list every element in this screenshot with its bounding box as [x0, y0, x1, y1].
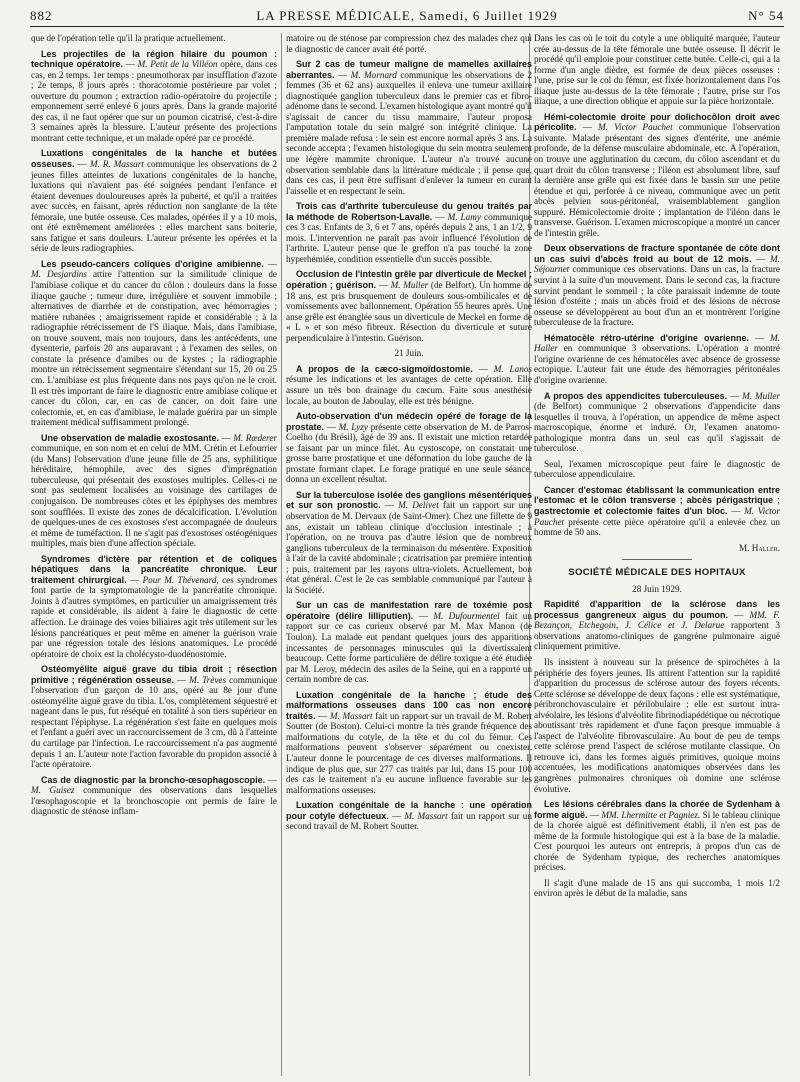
article: Les pseudo-cancers coliques d'origine amibienne. — M. Desjardins attire l'attention sur la similitude clinique de l'amibiase colique et du cancer du côlon : douleurs dans la fosse iliaque gauche ; tumeur dure, irrégulière et souvent immobile ; alternatives de diarrhée et de constipation, avec hémorragies ; matière rubanées ; amaigrissement rapide et considérable ; à la radiographie rétrécissement de l'S iliaque. Mais, dans l'amibiase, on trouve souvent, mais non toujours, dans les antécédents, une dysenterie, parfois 20 ans auparavant ; à l'examen des selles, on constate la présence d'amibes ou de kystes ; la radiographie montre un rétrécissement segmentaire s'étendant sur 15, 20 ou 25 cm. L'amibiase est plus fréquente dans nos pays qu'on ne le croit. Il est très important de faire le diagnostic entre amibiase colique et cancer du côlon, car, en cas de cancer, on doit faire une colectomie, et, en cas d'amibiase, le malade guérira par un simple traitement médical suffisamment prolongé. — [31, 258, 277, 428]
paragraph: matoire ou de sténose par compression chez des malades chez qui le diagnostic de cancer avait été porté. — [286, 33, 532, 54]
article-text: communique, en son nom et en celui de MM. Crétin et Lefourrier (du Mans) l'observation d'une jeune fille de 25 ans, syphilitique héréditaire, hémophile, avec des signes d'imprégnation tuberculeuse, qui présentait des exostoses multiples. Celles-ci ne sont pas seulement localisées au voisinage des cartilages de conjugaison. De nombreuses côtes et les épiphyses des membres sont soufflées. Il existe des zones de décalcification. L'évolution de quelques-unes de ces exostoses s'est accompagnée de douleurs et même de tuméfaction. Il ne s'agit pas d'exostoses ostéogéniques multiples, mais bien d'une affection spéciale. — [31, 443, 277, 549]
article-text: fait un rapport sur une observation de M. Dervaux (de Saint-Omer). Chez une fillette de 9 ans, existait un tableau clinique d'occlusion intestinale ; à l'opération, on ne trouva pas d'autre lésion que de nombreux ganglions tuberculeux de la terminaison du mésentère. Exposition à l'air de la cavité abdominale ; cicatrisation par première intention ; puis, traitement par les rayons ultra-violets. Actuellement, bon état général. C'est le 2e cas semblable communiqué par l'auteur à la Société. — [286, 500, 532, 595]
article-heading: Auto-observation d'un médecin opéré de forage de la prostate. — [286, 411, 532, 432]
article: Trois cas d'arthrite tuberculeuse du genou traités par la méthode de Robertson-Lavalle. — M. Lamy communique ces 3 cas. Enfants de 3, 6 et 7 ans, opérés depuis 2 ans, 1 an 1/2, 9 mois. L'intervention ne paraît pas avoir influencé l'évolution de l'arthrite. L'auteur pense que le greffon n'a pas touché la zone hyperhémiée, condition essentielle d'un succès possible. — [286, 201, 532, 264]
article-author: M. Muller — [742, 390, 780, 401]
article-author: M. Haller — [534, 332, 780, 354]
section-date: 28 Juin 1929. — [632, 583, 682, 594]
article-text: (de Belfort) communique 2 observations d'appendicite dans lesquelles il trouva, à l'opération, un appendice de même aspect macroscopique, énorme et induré. Or, l'examen anatomo-pathologique montra dans un seul cas qu'il s'agissait de tuberculose. — [534, 401, 780, 454]
article: Sur un cas de manifestation rare de toxémie post opératoire (délire lilliputien). — M. Dufourmentel fait un rapport sur ce cas curieux observé par M. Max Manon (de Toulon). La malade eut pendant quelques jours des apparitions incessantes de personnages minuscules qui la divertissaient beaucoup. Cette forme particulière de délire toxique a été étudiée par M. Leroy, médecin des asiles de la Seine, qui en a rapporté un certain nombre de cas. — [286, 600, 532, 685]
article: Syndromes d'ictère par rétention et de coliques hépatiques dans la pancréatite chronique. Leur traitement chirurgical. — Pour M. Thévenard, ces syndromes font partie de la symptomatologie de la pancréatite chronique. Joints à d'autres symptômes, en particulier un amaigrissement très rapide et considérable, ils aident à faire le diagnostic de cette affection. Le drainage des voies biliaires agit très utilement sur les lésions pancréatiques et peut même en amener la guérison vraie par une régression totale des lésions anatomiques. Le procédé opératoire de choix est la cholécysto-duodénostomie. — [31, 553, 277, 659]
article-author: M. R. Massart — [89, 159, 144, 170]
article-author: M. Lyzy — [338, 421, 368, 432]
article: Cas de diagnostic par la broncho-œsophagoscopie. — M. Guisez communique des observations dans lesquelles l'œsophagoscopie et la bronchoscopie ont permis de faire le diagnostic de sténose inflam- — [31, 774, 277, 817]
article-text: fait un rapport sur ce cas curieux observé par M. Max Manon (de Toulon). La malade eut pendant quelques jours des apparitions incessantes de personnages minuscules qui la divertissaient beaucoup. Cette forme particulière de délire toxique a été étudiée par M. Leroy, médecin des asiles de la Seine, qui en a rapporté un certain nombre de cas. — [286, 610, 532, 685]
article-text: Si le tableau clinique de la chorée aiguë est définitivement établi, il n'en est pas de même de la formule histologique qui est à la base de la maladie. C'est pourquoi les auteurs ont entrepris, à propos d'un cas de chorée de Sydenham typique, des recherches anatomiques précises. — [534, 809, 780, 873]
article-heading: Les projectiles de la région hilaire du poumon : technique opératoire. — [31, 48, 277, 70]
session-date: 21 Juin. — [394, 348, 424, 359]
article-author: M. Guisez — [31, 785, 75, 796]
article-heading: Cancer d'estomac établissant la communication entre l'estomac et le côlon transverse ; abcès périgastrique ; gastrectomie et colectomie faites d'un bloc. — [534, 484, 780, 516]
article-text: communique ces observations. Dans un cas, la fracture survint à la suite d'un mouvement. Dans le second cas, la fracture survint pendant le sommeil ; la côte paraissait indemne de toute lésion d'ostéite ; mais un abcès froid et des lésions de nécrose osseuse se développèrent au bout d'un an et montrèrent l'origine tuberculeuse de la fracture. — [534, 264, 780, 328]
article-heading: Les lésions cérébrales dans la chorée de Sydenham à forme aiguë. — [534, 799, 780, 820]
article-text: communique l'observation d'un garçon de 10 ans, opéré au 8e jour d'une ostéomyélite aiguë grave du tibia. L'os, complètement séquestré et nageant dans le pus, fut réséqué en totalité à son tiers supérieur en respectant l'épiphyse. La régénération s'est faite en quelques mois et l'enfant a guéri avec un raccourcissement de 3 cm, dû à l'atteinte du cartilage par l'infection. Le raccourcissement n'a pas augmenté depuis 1 an. L'auteur note l'action favorable du propidon associé à l'acte opératoire. — [31, 674, 277, 770]
column-1 — [31, 33, 277, 1078]
article-heading: Hémi-colectomie droite pour dolichocôlon droit avec péricolite. — [534, 111, 780, 133]
article: Luxation congénitale de la hanche : une opération pour cotyle défectueux. — M. Massart fait un rapport sur un second travail de M. Robert Soutter. — [286, 800, 532, 832]
article-author: MM. F. Bezançon, Etchegoin, J. Célice et J. Delarue — [534, 609, 780, 631]
article-author: M. Massart — [404, 810, 448, 821]
article-heading: Luxation congénitale de la hanche ; étude des malformations osseuses dans 100 cas non encore traités. — [286, 689, 532, 721]
article: Luxations congénitales de la hanche et butées osseuses. — M. R. Massart communique les observations de 2 jeunes filles atteintes de luxations congénitales de la hanche, luxations qui n'avaient pas été soignées pendant l'enfance et étaient devenues douloureuses après la puberté, et qu'il a traitées avec succès, en faisant, après réduction non sanglante de la tête fémorale, une butée osseuse. Ces malades, opérées il y a 10 mois, ont été extrêmement améliorées : elles marchent sans boiterie, sans fatigue et sans douleurs. L'auteur présente les opérées et la série de leurs radiographies. — [31, 148, 277, 254]
article-text: (de Belfort). Un homme de 18 ans, est pris brusquement de douleurs sous-ombilicales et de vomissements avec ballonnement. Opération 55 heures après. Une anse grêle est étranglée sous un diverticule de Meckel en forme de « L » et son méso fibreux. Résection du diverticule et suture perpendiculaire à l'intestin. Guérison. — [286, 280, 532, 343]
article-text: communique ces 3 cas. Enfants de 3, 6 et 7 ans, opérés depuis 2 ans, 1 an 1/2, 9 mois. L'intervention ne paraît pas avoir influencé l'évolution de l'arthrite. L'auteur pense que le greffon n'a pas touché la zone hyperhémiée, condition essentielle d'un succès possible. — [286, 211, 532, 264]
column-separator — [281, 33, 282, 1076]
article-heading: A propos de la cæco-sigmoïdostomie. — [296, 363, 473, 374]
journal-title: LA PRESSE MÉDICALE, Samedi, 6 Juillet 1929 — [256, 8, 558, 23]
article-heading: Hématocèle rétro-utérine d'origine ovarienne. — [544, 332, 750, 343]
article-heading: Une observation de maladie exostosante. — [41, 432, 219, 443]
page-number: 882 — [30, 8, 53, 23]
article-author: M. Victor Pauchet — [598, 122, 673, 133]
article-text: communique les observations de 2 jeunes filles atteintes de luxations congénitales de la hanche, luxations qui n'avaient pas été soignées pendant l'enfance et étaient devenues douloureuses après la puberté, et qu'il a traitées avec succès, en faisant, après réduction non sanglante de la tête fémorale, une butée osseuse. Ces malades, opérées il y a 10 mois, ont été extrêmement améliorées : elles marchent sans boiterie, sans fatigue et sans douleurs. L'auteur présente les opérées et la série de leurs radiographies. — [31, 159, 277, 254]
article: A propos de la cæco-sigmoïdostomie. — M. Lanos résume les indications et les avantages de cette opération. Elle assure un très bon drainage du cæcum. Faite sous anesthésie locale, au bouton de Jaboulay, elle est très bénigne. — [286, 363, 532, 406]
article-author: M. Delivet — [398, 500, 439, 511]
article: Une observation de maladie exostosante. — M. Rœderer communique, en son nom et en celui de MM. Crétin et Lefourrier (du Mans) l'observation d'une jeune fille de 25 ans, syphilitique héréditaire, hémophile, avec des signes d'imprégnation tuberculeuse, qui présentait des exostoses multiples. Celles-ci ne sont pas seulement localisées au voisinage des cartilages de conjugaison. De nombreuses côtes et les épiphyses des membres sont soufflées. Il existe des zones de décalcification. L'évolution de quelques-unes de ces exostoses s'est accompagnée de douleurs et même de tuméfaction. Il ne s'agit pas d'exostoses ostéogéniques multiples, mais bien d'une affection spéciale. — [31, 432, 277, 549]
article-heading: Occlusion de l'intestin grêle par diverticule de Meckel ; opération ; guérison. — [286, 269, 532, 291]
article-heading: Deux observations de fracture spontanée de côte dont un cas suivi d'abcès froid au bout de 12 mois. — [534, 243, 780, 264]
article-author: M. Massart — [329, 710, 373, 721]
article-text: rapportent 3 observations anatomo-cliniques de gangrène pulmonaire aiguë cliniquement primitive. — [534, 620, 780, 652]
article: Auto-observation d'un médecin opéré de forage de la prostate. — M. Lyzy présente cette observation de M. de Parros-Coelho (du Brésil), âgé de 39 ans. Il existait une miction retardée se faisant par un mince filet. Au cystoscope, on constatait une grosse barre prostatique et une déformation du lobe gauche de la prostate formant clapet. Le forage pratiqué en une seule séance, donna un excellent résultat. — [286, 411, 532, 485]
article: A propos des appendicites tuberculeuses. — M. Muller (de Belfort) communique 2 observations d'appendicite dans lesquelles il trouva, à l'opération, un appendice de même aspect macroscopique, énorme et induré. Or, l'examen anatomo-pathologique montra dans un seul cas qu'il s'agissait de tuberculose. — [534, 390, 780, 454]
article-author: MM. Lhermitte et Pagniez. — [601, 809, 701, 820]
article-author: M. Séjournet — [534, 253, 780, 275]
article-heading: Sur 2 cas de tumeur maligne de mamelles axillaires aberrantes. — [286, 59, 532, 80]
article-heading: Syndromes d'ictère par rétention et de coliques hépatiques dans la pancréatite chronique. Leur traitement chirurgical. — [31, 553, 277, 585]
article-text: communique les observations de 2 femmes (36 et 62 ans) auxquelles il enleva une tumeur axillaire diagnostiquée ganglion tuberculeux dans le premier cas et fibro-adénome dans le second. L'examen histologique ayant montré qu'il s'agissait de cancer du tissu mammaire, l'auteur proposa l'amputation totale du sein malgré son intégrité clinique. La première malade refusa : le sein est encore normal après 3 ans. La seconde accepta ; l'examen histologique du sein montra seulement une légère mammite chronique. L'auteur n'a trouvé aucune observation semblable dans la littérature médicale ; il pense que, dans ces cas, il peut être suffisant d'enlever la tumeur en curant l'aisselle et en respectant le sein. — [286, 69, 532, 196]
article-author: Pour M. Thévenard — [142, 574, 217, 585]
article: Hématocèle rétro-utérine d'origine ovarienne. — M. Haller en communique 3 observations. L'opération a montré l'origine ovarienne de ces hématocèles avec absence de grossesse ectopique. L'auteur fait une étude des hémorragies péritonéales d'origine ovarienne. — [534, 332, 780, 385]
paragraph: Il s'agit d'une malade de 15 ans qui succomba, 1 mois 1/2 environ après le début de la maladie, sans — [534, 877, 780, 899]
article-author: M. Petit de la Villéon — [137, 59, 218, 70]
article: Deux observations de fracture spontanée de côte dont un cas suivi d'abcès froid au bout de 12 mois. — M. Séjournet communique ces observations. Dans un cas, la fracture survint à la suite d'un mouvement. Dans le second cas, la fracture survint pendant le sommeil ; la côte paraissait indemne de toute lésion d'ostéite ; mais un abcès froid et des lésions de nécrose osseuse se développèrent au bout d'un an et montrèrent l'origine tuberculeuse de la fracture. — [534, 243, 780, 328]
article: Ostéomyélite aiguë grave du tibia droit ; résection primitive ; régénération osseuse. — M. Trèves communique l'observation d'un garçon de 10 ans, opéré au 8e jour d'une ostéomyélite aiguë grave du tibia. L'os, complètement séquestré et nageant dans le pus, fut réséqué en totalité à son tiers supérieur en respectant l'épiphyse. La régénération s'est faite en quelques mois et l'enfant a guéri avec un raccourcissement de 3 cm, dû à l'atteinte du cartilage par l'infection. Le raccourcissement n'a pas augmenté depuis 1 an. L'auteur note l'action favorable du propidon associé à l'acte opératoire. — [31, 664, 277, 770]
article-author: M. Mornard — [350, 69, 397, 80]
section-title: SOCIÉTÉ MÉDICALE DES HOPITAUX — [568, 567, 746, 579]
article-text: communique des observations dans lesquelles l'œsophagoscopie et la bronchoscopie ont permis de faire le diagnostic de sténose inflam- — [31, 785, 277, 817]
article-heading: Trois cas d'arthrite tuberculeuse du genou traités par la méthode de Robertson-Lavalle. — [286, 201, 532, 222]
article: Hémi-colectomie droite pour dolichocôlon droit avec péricolite. — M. Victor Pauchet communique l'observation suivante. Malade présentant des signes d'entérite, une anémie profonde, de la défense musculaire abdominale, etc. A l'opération, on trouve une agglutination du cæcum, du côlon ascendant et du quart droit du côlon transverse ; l'iléon est absolument libre, sauf la dernière anse grêle qui est fixée dans le bassin sur une petite étendue et qui, perforée à ce niveau, communique avec un petit abcès pelvien sous-péritonéal, vraisemblablement ganglion suppuré. Hémicolectomie droite ; implantation de l'iléon dans le transverse. Guérison. L'examen microscopique a montré un cancer de l'intestin grêle. — [534, 111, 780, 238]
article-heading: Sur la tuberculose isolée des ganglions mésentériques et sur son pronostic. — [286, 489, 532, 511]
column-2 — [286, 33, 532, 1078]
paragraph: que de l'opération telle qu'il la pratique actuellement. — [31, 33, 226, 43]
page-header — [30, 6, 784, 26]
article-heading: Sur un cas de manifestation rare de toxémie post opératoire (délire lilliputien). — [286, 600, 532, 621]
article-author: M. Muller — [390, 280, 429, 291]
issue-number: N° 54 — [748, 8, 784, 23]
article-heading: Cas de diagnostic par la broncho-œsophagoscopie. — [41, 774, 266, 785]
article-heading: Rapidité d'apparition de la sclérose dans les processus gangreneux aigus du poumon. — [534, 599, 780, 620]
article-text: opère, dans ces cas, en 2 temps. 1er temps : pneumothorax par insufflation d'azote ; 2e temps, 8 jours après : thoracotomie postérieure par volet ; ouverture du poumon ; extraction radio-opératoire du projectile ; emponnement serré enlevé 6 jours après. Dans la grande majorité des cas, il ne faut opérer que sur un poumon cicatrisé, c'est-à-dire 3 semaines après la blessure. L'auteur présente des projections montrant cette technique, et un malade opéré par ce procédé. — [31, 59, 277, 143]
article-author: M. Victor Pauchet — [534, 505, 780, 527]
article: Occlusion de l'intestin grêle par diverticule de Meckel ; opération ; guérison. — M. Muller (de Belfort). Un homme de 18 ans, est pris brusquement de douleurs sous-ombilicales et de vomissements avec ballonnement. Opération 55 heures après. Une anse grêle est étranglée sous un diverticule de Meckel en forme de « L » et son méso fibreux. Résection du diverticule et suture perpendiculaire à l'intestin. Guérison. — [286, 269, 532, 343]
paragraph: Dans les cas où le toit du cotyle a une obliquité marquée, l'auteur crée au-dessus de la tête fémorale une butée osseuse. Il décrit le procédé qu'il emploie pour constituer cette butée. Celle-ci, qui a la forme d'un angle dièdre, est formée de deux pièces osseuses : l'une, prise sur le col du fémur, est fixée horizontalement dans l'os iliaque juste au-dessus de la tête fémorale ; l'autre, prise sur l'os iliaque, a une direction oblique et appuie sur la pièce horizontale. — [534, 33, 780, 107]
article-text: résume les indications et les avantages de cette opération. Elle assure un très bon drainage du cæcum. Faite sous anesthésie locale, au bouton de Jaboulay, elle est très bénigne. — [286, 374, 532, 406]
header-rule — [30, 26, 784, 27]
article-text: en communique 3 observations. L'opération a montré l'origine ovarienne de ces hématocèles avec absence de grossesse ectopique. L'auteur fait une étude des hémorragies péritonéales d'origine ovarienne. — [534, 343, 780, 385]
article-author: M. Lamy — [447, 211, 481, 222]
article-text: présente cette observation de M. de Parros-Coelho (du Brésil), âgé de 39 ans. Il existait une miction retardée se faisant par un mince filet. Au cystoscope, on constatait une grosse barre prostatique et une déformation du lobe gauche de la prostate formant clapet. Le forage pratiqué en une seule séance, donna un excellent résultat. — [286, 421, 532, 485]
paragraph: Ils insistent à nouveau sur la présence de spirochètes à la périphérie des foyers jeunes. Ils attirent l'attention sur la rapidité d'apparition du processus de sclérose autour des foyers récents. Cette sclérose se développe de deux façons : elle est systématique, péribronchovasculaire et périlobulaire ; elle est surtout intra-alvéolaire, les lésions d'alvéolite fibrinodiapédétique ou nécrotique aboutissant très rapidement et d'une façon presque immuable à l'aspect de l'alvéolite fibrovasculaire. Au bout de peu de temps cette sclérose prend l'aspect de sclérose mutilante classique. On retrouve ici, dans les formes aiguës primitives, quoique moins accentuées, les modifications anatomiques observées dans les gangrènes pulmonaires chroniques où domine une sclérose évolutive. — [534, 656, 780, 794]
article-heading: A propos des appendicites tuberculeuses. — [544, 390, 728, 401]
article: Cancer d'estomac établissant la communication entre l'estomac et le côlon transverse ; abcès périgastrique ; gastrectomie et colectomie faites d'un bloc. — M. Victor Pauchet présente cette pièce opératoire qu'il a enlevée chez un homme de 50 ans. — [534, 484, 780, 538]
article: Rapidité d'apparition de la sclérose dans les processus gangreneux aigus du poumon. — MM. F. Bezançon, Etchegoin, J. Célice et J. Delarue rapportent 3 observations anatomo-cliniques de gangrène pulmonaire aiguë cliniquement primitive. — [534, 599, 780, 652]
paragraph: Seul, l'examen microscopique peut faire le diagnostic de tuberculose appendiculaire. — [534, 458, 780, 480]
article-text: communique l'observation suivante. Malade présentant des signes d'entérite, une anémie profonde, de la défense musculaire abdominale, etc. A l'opération, on trouve une agglutination du cæcum, du côlon ascendant et du quart droit du côlon transverse ; l'iléon est absolument libre, sauf la dernière anse grêle qui est fixée dans le bassin sur une petite étendue et qui, perforée à ce niveau, communique avec un petit abcès pelvien sous-péritonéal, vraisemblablement ganglion suppuré. Hémicolectomie droite ; implantation de l'iléon dans le transverse. Guérison. L'examen microscopique a montré un cancer de l'intestin grêle. — [534, 122, 780, 238]
section-divider — [622, 559, 692, 560]
article: Les lésions cérébrales dans la chorée de Sydenham à forme aiguë. — MM. Lhermitte et Pagniez. Si le tableau clinique de la chorée aiguë est définitivement établi, il n'en est pas de même de la formule histologique qui est à la base de la maladie. C'est pourquoi les auteurs ont entrepris, à propos d'un cas de chorée de Sydenham typique, des recherches anatomiques précises. — [534, 799, 780, 873]
article-text: fait un rapport sur un second travail de M. Robert Soutter. — [286, 810, 532, 832]
article: Sur la tuberculose isolée des ganglions mésentériques et sur son pronostic. — M. Delivet fait un rapport sur une observation de M. Dervaux (de Saint-Omer). Chez une fillette de 9 ans, existait un tableau clinique d'occlusion intestinale ; à l'opération, on ne trouva pas d'autre lésion que de nombreux ganglions tuberculeux de la terminaison du mésentère. Exposition à l'air de la cavité abdominale ; cicatrisation par première intention ; puis, traitement par les rayons ultra-violets. Actuellement, bon état général. C'est le 2e cas semblable communiqué par l'auteur à la Société. — [286, 489, 532, 595]
article-text: attire l'attention sur la similitude clinique de l'amibiase colique et du cancer du côlon : douleurs dans la fosse iliaque gauche ; tumeur dure, irrégulière et souvent immobile ; alternatives de diarrhée et de constipation, avec hémorragies ; matière rubanées ; amaigrissement rapide et considérable ; à la radiographie rétrécissement de l'S iliaque. Mais, dans l'amibiase, on trouve souvent, mais non toujours, dans les antécédents, une dysenterie, parfois 20 ans auparavant ; à l'examen des selles, on constate la présence d'amibes ou de kystes ; la radiographie montre un rétrécissement segmentaire s'étendant sur 15, 20 ou 25 cm. L'amibiase est plus fréquente dans nos pays qu'on ne le croit. Il est très important de faire le diagnostic entre amibiase colique et cancer du côlon, car, en cas de cancer, on doit faire une colectomie, et, en cas d'amibiase, le malade guérira par un simple traitement médical suffisamment prolongé. — [31, 269, 277, 428]
article-author: M. Rœderer — [233, 432, 277, 443]
signature: M. Haller. — [738, 542, 780, 553]
column-3 — [534, 33, 780, 1078]
article: Sur 2 cas de tumeur maligne de mamelles axillaires aberrantes. — M. Mornard communique les observations de 2 femmes (36 et 62 ans) auxquelles il enleva une tumeur axillaire diagnostiquée ganglion tuberculeux dans le premier cas et fibro-adénome dans le second. L'examen histologique ayant montré qu'il s'agissait de cancer du tissu mammaire, l'auteur proposa l'amputation totale du sein malgré son intégrité clinique. La première malade refusa : le sein est encore normal après 3 ans. La seconde accepta ; l'examen histologique du sein montra seulement une légère mammite chronique. L'auteur n'a trouvé aucune observation semblable dans la littérature médicale ; il pense que, dans ces cas, il peut être suffisant d'enlever la tumeur en curant l'aisselle et en respectant le sein. — [286, 59, 532, 196]
article-heading: Luxation congénitale de la hanche : une opération pour cotyle défectueux. — [286, 800, 532, 821]
article: Luxation congénitale de la hanche ; étude des malformations osseuses dans 100 cas non encore traités. — M. Massart fait un rapport sur un travail de M. Robert Soutter (de Boston). Celui-ci montre la très grande fréquence des malformations du cotyle, de la tête et du col du fémur. Ces malformations peuvent s'observer séparément ou coexister. L'auteur donne le pourcentage de ces diverses malformations. Il indique de plus que, sur 277 cas traités par lui, dans 15 pour 100 des cas le traitement n'a eu aucune influence favorable sur les malformations osseuses. — [286, 689, 532, 795]
article-author: M. Desjardins — [31, 269, 87, 280]
article-author: M. Trèves — [189, 674, 227, 685]
article-heading: Les pseudo-cancers coliques d'origine amibienne. — [41, 258, 264, 269]
article-text: fait un rapport sur un travail de M. Robert Soutter (de Boston). Celui-ci montre la très grande fréquence des malformations du cotyle, de la tête et du col du fémur. Ces malformations peuvent s'observer séparément ou coexister. L'auteur donne le pourcentage de ces diverses malformations. Il indique de plus que, sur 277 cas traités par lui, dans 15 pour 100 des cas le traitement n'a eu aucune influence favorable sur les malformations osseuses. — [286, 710, 532, 795]
article-text: ces syndromes font partie de la symptomatologie de la pancréatite chronique. Joints à d'autres symptômes, en particulier un amaigrissement très rapide et considérable, ils aident à faire le diagnostic de cette affection. Le drainage des voies biliaires agit très utilement sur les lésions pancréatiques et peut même en amener la guérison vraie par une régression totale des lésions anatomiques. Le procédé opératoire de choix est la cholécysto-duodénostomie. — [31, 574, 277, 659]
article-heading: Luxations congénitales de la hanche et butées osseuses. — [31, 148, 277, 170]
article-author: M. Lanos — [493, 363, 532, 374]
article-author: M. Dufourmentel — [433, 610, 500, 621]
article-heading: Ostéomyélite aiguë grave du tibia droit ; résection primitive ; régénération osseuse. — [31, 664, 277, 685]
article: Les projectiles de la région hilaire du poumon : technique opératoire. — M. Petit de la Villéon opère, dans ces cas, en 2 temps. 1er temps : pneumothorax par insufflation d'azote ; 2e temps, 8 jours après : thoracotomie postérieure par volet ; ouverture du poumon ; extraction radio-opératoire du projectile ; emponnement serré enlevé 6 jours après. Dans la grande majorité des cas, il ne faut opérer que sur un poumon cicatrisé, c'est-à-dire 3 semaines après la blessure. L'auteur présente des projections montrant cette technique, et un malade opéré par ce procédé. — [31, 48, 277, 143]
article-text: présente cette pièce opératoire qu'il a enlevée chez un homme de 50 ans. — [534, 516, 780, 538]
